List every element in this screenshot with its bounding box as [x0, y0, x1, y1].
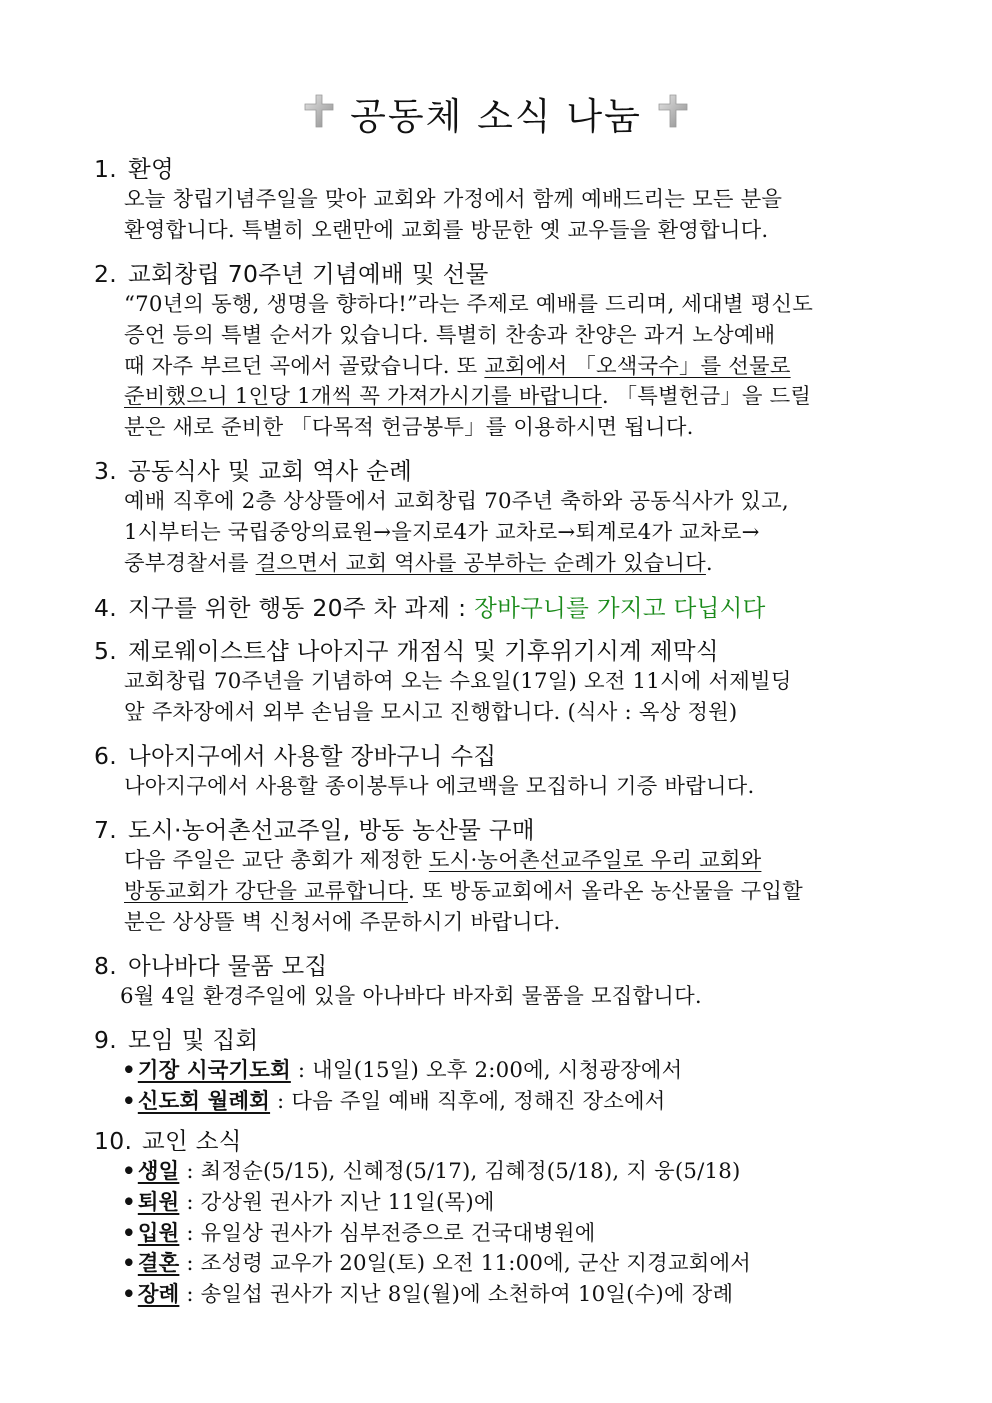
body-line: 분은 새로 준비한 「다목적 헌금봉투」를 이용하시면 됩니다. — [124, 415, 694, 441]
section-member-news — [94, 1125, 904, 1311]
underlined-text: 교회에서 「오색국수」를 선물로 — [484, 353, 791, 379]
section-meetings — [94, 1024, 904, 1118]
body-line: 방동교회가 강단을 교류합니다. 또 방동교회에서 올라온 농산물을 구입할 — [124, 878, 803, 904]
list-item: •장례 : 송일섭 권사가 지난 8일(월)에 소천하여 10일(수)에 장례 — [122, 1282, 734, 1308]
section-heading: 5. 제로웨이스트샵 나아지구 개점식 및 기후위기시계 제막식 — [94, 637, 719, 665]
body-line: 6월 4일 환경주일에 있을 아나바다 바자회 물품을 모집합니다. — [120, 984, 702, 1009]
underlined-text: 걸으면서 교회 역사를 공부하는 순례가 있습니다 — [255, 550, 706, 576]
page-title-text: 공동체 소식 나눔 — [350, 95, 642, 138]
list-item: •결혼 : 조성령 교우가 20일(토) 오전 11:00에, 군산 지경교회에서 — [122, 1251, 752, 1277]
section-body — [124, 667, 904, 729]
list-item: •신도회 월례회 : 다음 주일 예배 직후에, 정해진 장소에서 — [122, 1088, 666, 1114]
body-line: 환영합니다. 특별히 오랜만에 교회를 방문한 옛 교우들을 환영합니다. — [124, 217, 769, 243]
section-bag-collection — [94, 740, 904, 803]
page-title — [0, 86, 992, 140]
highlight-text: 장바구니를 가지고 다닙시다 — [474, 594, 766, 622]
body-line: 분은 상상뜰 벽 신청서에 주문하시기 바랍니다. — [124, 909, 561, 935]
body-line: 증언 등의 특별 순서가 있습니다. 특별히 찬송과 찬양은 과거 노상예배 — [124, 322, 776, 348]
body-line: 중부경찰서를 걸으면서 교회 역사를 공부하는 순례가 있습니다. — [124, 550, 713, 576]
body-line: 나아지구에서 사용할 종이봉투나 에코백을 모집하니 기증 바랍니다. — [124, 774, 755, 799]
section-heading: 6. 나아지구에서 사용할 장바구니 수집 — [94, 742, 497, 770]
section-heading: 4. 지구를 위한 행동 20주 차 과제 : 장바구니를 가지고 다닙시다 — [94, 594, 766, 622]
cross-icon — [658, 94, 688, 137]
body-line: 다음 주일은 교단 총회가 제정한 도시·농어촌선교주일로 우리 교회와 — [124, 848, 762, 873]
list-item: •생일 : 최정순(5/15), 신혜정(5/17), 김혜정(5/18), 지 웅(5/18) — [122, 1159, 741, 1184]
section-body — [124, 290, 904, 444]
section-body — [124, 846, 904, 938]
body-line: 예배 직후에 2층 상상뜰에서 교회창립 70주년 축하와 공동식사가 있고, — [124, 489, 789, 514]
section-heading: 1. 환영 — [94, 155, 175, 183]
body-line: 교회창립 70주년을 기념하여 오는 수요일(17일) 오전 11시에 서제빌딩 — [124, 669, 792, 694]
section-welcome — [94, 153, 904, 247]
body-line: “70년의 동행, 생명을 향하다!”라는 주제로 예배를 드리며, 세대별 평신도 — [124, 292, 813, 317]
list-item: •입원 : 유일상 권사가 심부전증으로 건국대병원에 — [122, 1220, 596, 1246]
section-anabada — [94, 950, 904, 1013]
section-heading: 3. 공동식사 및 교회 역사 순례 — [94, 457, 413, 485]
underlined-text: 방동교회가 강단을 교류합니다 — [124, 878, 408, 904]
body-line: 때 자주 부르던 곡에서 골랐습니다. 또 교회에서 「오색국수」를 선물로 — [124, 353, 791, 379]
section-body — [120, 982, 900, 1013]
body-line: 1시부터는 국립중앙의료원→을지로4가 교차로→퇴계로4가 교차로→ — [124, 519, 760, 545]
body-line: 준비했으니 1인당 1개씩 꼭 가져가시기를 바랍니다. 「특별헌금」을 드릴 — [124, 384, 812, 410]
section-mission-sunday — [94, 814, 904, 938]
section-body — [124, 772, 904, 803]
section-body — [122, 1157, 902, 1311]
section-heading: 2. 교회창립 70주년 기념예배 및 선물 — [94, 260, 489, 288]
body-line: 오늘 창립기념주일을 맞아 교회와 가정에서 함께 예배드리는 모든 분을 — [124, 187, 783, 212]
body-line: 앞 주차장에서 외부 손님을 모시고 진행합니다. (식사 : 옥상 정원) — [124, 699, 738, 725]
list-item: •퇴원 : 강상원 권사가 지난 11일(목)에 — [122, 1189, 495, 1215]
section-body — [124, 487, 904, 579]
section-zero-waste — [94, 635, 904, 729]
section-heading: 7. 도시·농어촌선교주일, 방동 농산물 구매 — [94, 816, 535, 844]
cross-icon — [304, 94, 334, 137]
section-heading: 8. 아나바다 물품 모집 — [94, 952, 328, 980]
section-heading: 9. 모임 및 집회 — [94, 1026, 259, 1054]
underlined-text: 준비했으니 1인당 1개씩 꼭 가져가시기를 바랍니다 — [124, 384, 602, 410]
section-heading: 10. 교인 소식 — [94, 1127, 242, 1155]
section-earth-action — [94, 592, 904, 624]
list-item: •기장 시국기도회 : 내일(15일) 오후 2:00에, 시청광장에서 — [122, 1058, 683, 1083]
underlined-text: 도시·농어촌선교주일로 우리 교회와 — [428, 848, 762, 873]
section-body — [124, 185, 904, 247]
section-shared-meal — [94, 455, 904, 579]
section-anniversary — [94, 258, 904, 444]
section-body — [122, 1056, 902, 1118]
